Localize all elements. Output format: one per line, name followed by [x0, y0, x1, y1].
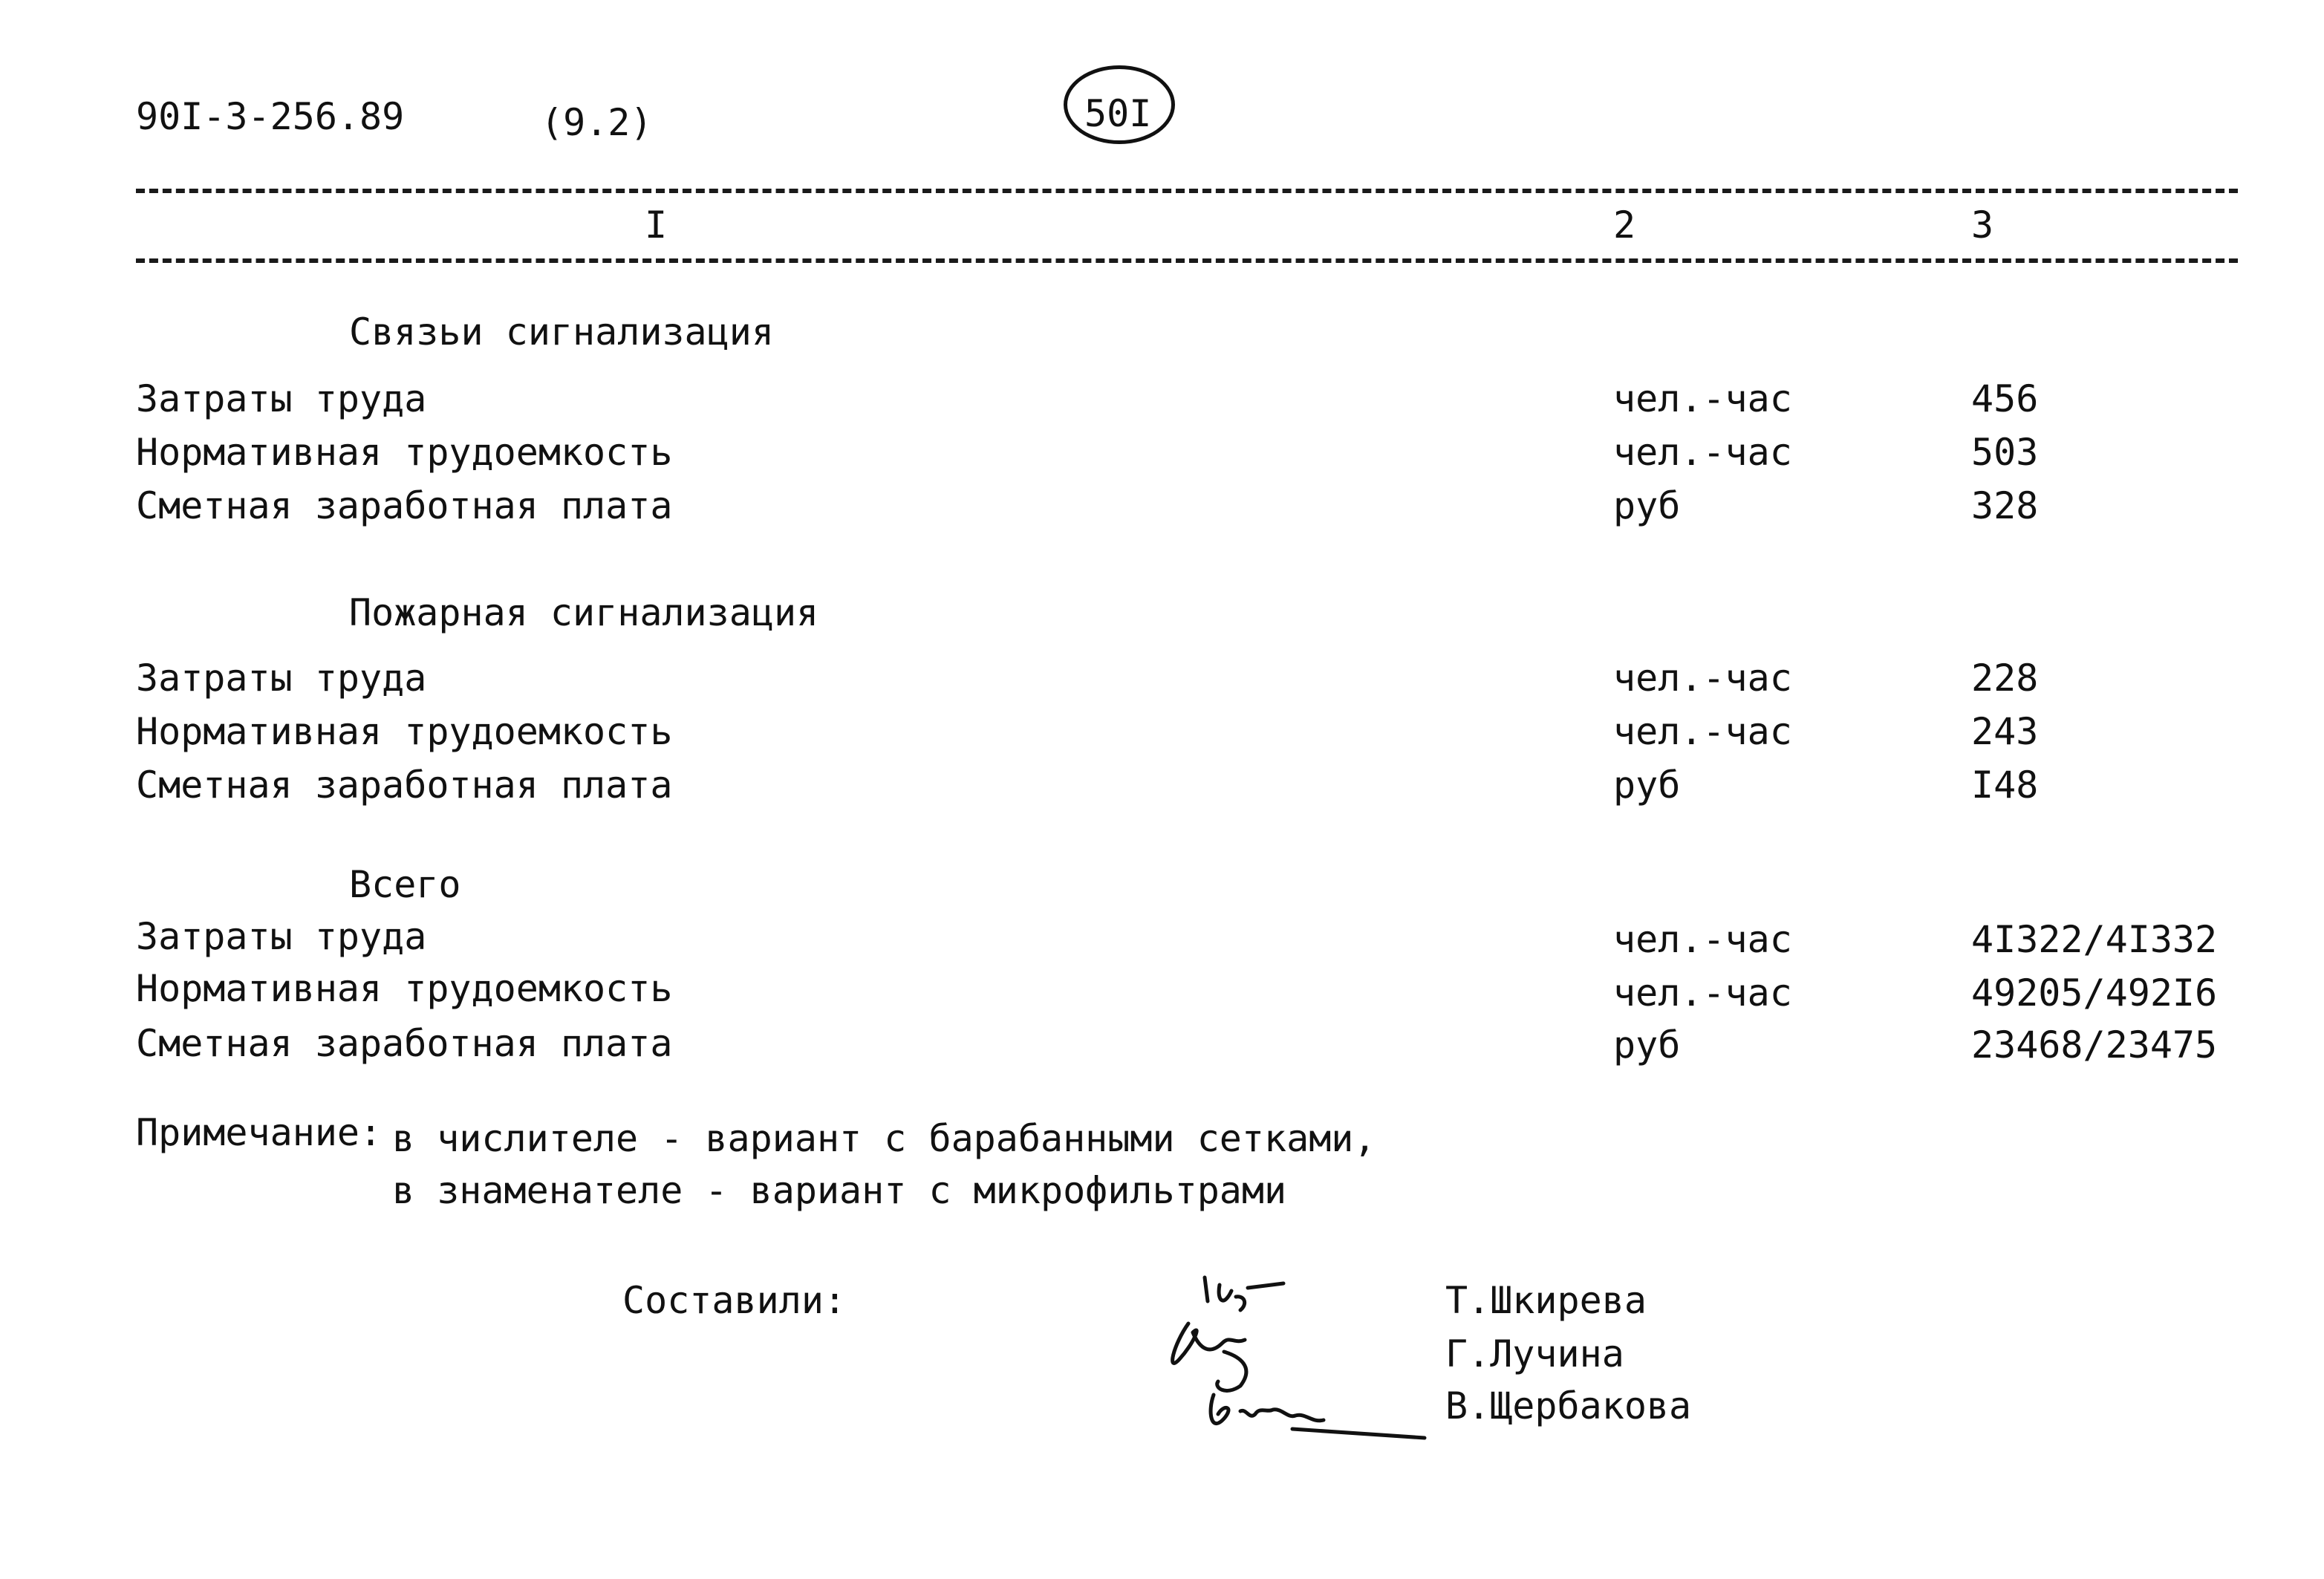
row-label: Затраты труда [136, 657, 427, 700]
row-value: 328 [1971, 484, 2039, 527]
row-value: 23468/23475 [1971, 1023, 2218, 1067]
table-header-rule [136, 258, 2238, 263]
note-line-2: в знаменателе - вариант с микрофильтрами [392, 1169, 1287, 1212]
compiler-name: Т.Шкирева [1445, 1279, 1647, 1322]
row-value: 243 [1971, 710, 2039, 753]
row-value: 503 [1971, 431, 2039, 474]
row-label: Затраты труда [136, 377, 427, 420]
row-label: Затраты труда [136, 915, 427, 958]
compiler-name: В.Щербакова [1445, 1384, 1692, 1427]
note-line-1: в числителе - вариант с барабанными сетками, [392, 1117, 1376, 1160]
row-value: 4I322/4I332 [1971, 918, 2218, 961]
column-header-2: 2 [1613, 204, 1636, 247]
row-unit: чел.-час [1613, 971, 1792, 1015]
row-unit: чел.-час [1613, 710, 1792, 753]
row-value: 456 [1971, 377, 2039, 420]
section-number: (9.2) [541, 101, 653, 144]
row-unit: руб [1613, 1023, 1681, 1067]
page-number: 50I [1084, 92, 1152, 135]
compiler-name: Г.Лучина [1445, 1332, 1624, 1375]
row-unit: чел.-час [1613, 377, 1792, 420]
row-unit: чел.-час [1613, 657, 1792, 700]
row-value: I48 [1971, 764, 2039, 807]
column-header-3: 3 [1971, 204, 1994, 247]
row-label: Нормативная трудоемкость [136, 710, 673, 753]
section-title: Всего [349, 863, 461, 906]
note-label: Примечание: [136, 1111, 383, 1154]
signatures [1136, 1255, 1433, 1471]
row-value: 228 [1971, 657, 2039, 700]
column-header-1: I [645, 204, 668, 247]
row-value: 49205/492I6 [1971, 971, 2218, 1015]
compiled-label: Составили: [622, 1279, 847, 1322]
row-label: Сметная заработная плата [136, 484, 673, 527]
table-top-rule [136, 189, 2238, 193]
row-unit: руб [1613, 484, 1681, 527]
row-label: Нормативная трудоемкость [136, 431, 673, 474]
row-unit: чел.-час [1613, 918, 1792, 961]
document-code: 90I-3-256.89 [136, 95, 405, 138]
row-label: Сметная заработная плата [136, 1022, 673, 1065]
section-title: Пожарная сигнализация [349, 591, 819, 634]
row-unit: руб [1613, 764, 1681, 807]
row-unit: чел.-час [1613, 431, 1792, 474]
section-title: Связьи сигнализация [349, 310, 774, 354]
row-label: Нормативная трудоемкость [136, 967, 673, 1010]
row-label: Сметная заработная плата [136, 764, 673, 807]
